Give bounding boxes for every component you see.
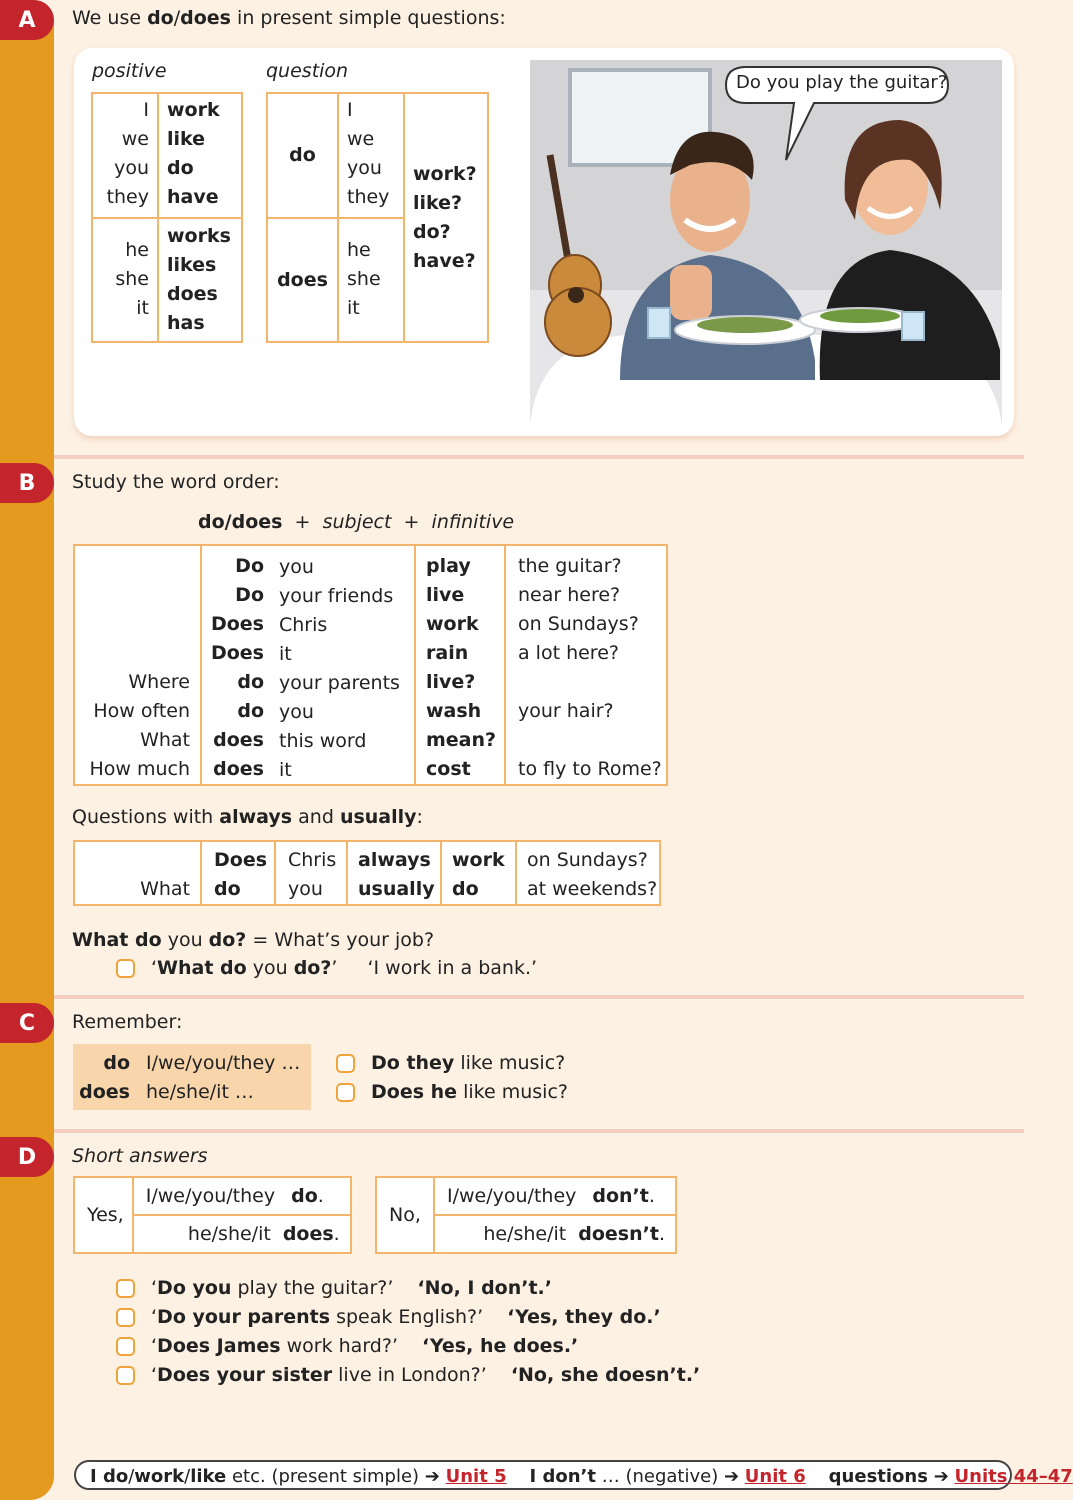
rest: the guitar? xyxy=(518,555,622,577)
question-bold: Does your sister xyxy=(157,1364,333,1386)
section-a-intro xyxy=(72,7,506,29)
answer: ‘No, she doesn’t.’ xyxy=(510,1364,701,1386)
aux: do xyxy=(237,671,264,693)
pronoun: we xyxy=(121,128,149,150)
bullet-icon xyxy=(336,1054,355,1073)
pronoun: I xyxy=(347,99,353,121)
verb-list xyxy=(159,219,241,338)
wh-word: How often xyxy=(93,700,190,722)
intro-do: do xyxy=(147,7,174,29)
subject-column xyxy=(276,842,346,904)
example xyxy=(336,1049,568,1078)
aux: does xyxy=(213,758,264,780)
quote: ’ xyxy=(331,957,338,979)
aux: does xyxy=(282,1222,334,1245)
job-q-bold: do? xyxy=(208,929,247,951)
word-order-formula xyxy=(198,511,514,533)
wh-word xyxy=(83,610,190,639)
subject: it xyxy=(279,643,292,665)
remember-subjects xyxy=(146,1049,300,1107)
example xyxy=(116,1361,700,1390)
bullet-icon xyxy=(116,1308,135,1327)
answer: ‘Yes, they do.’ xyxy=(507,1306,661,1328)
quote: ‘ xyxy=(151,1277,158,1299)
verb: like? xyxy=(413,191,463,214)
verb: likes xyxy=(167,254,217,276)
aux: Do xyxy=(235,555,264,577)
pronoun: he xyxy=(347,239,371,261)
example-bold: Does he xyxy=(371,1081,458,1103)
wh-word: What xyxy=(140,878,190,900)
subject: Chris xyxy=(279,614,328,636)
rest xyxy=(518,726,666,755)
verb: play xyxy=(426,555,471,577)
question-text: work hard?’ xyxy=(280,1335,398,1357)
subject: it xyxy=(279,759,292,781)
subject: Chris xyxy=(288,849,337,871)
example xyxy=(116,1332,700,1361)
pronoun-list xyxy=(93,219,157,323)
footer-slash: / xyxy=(184,1466,191,1487)
bullet-icon xyxy=(116,1366,135,1385)
footer-bold: questions xyxy=(828,1466,928,1487)
always-usually-intro xyxy=(72,806,423,828)
job-q-bold: What do xyxy=(72,929,162,951)
usually-word: usually xyxy=(339,806,417,828)
verb: does xyxy=(167,283,218,305)
question-bold: Do your parents xyxy=(157,1306,331,1328)
example-text: like music? xyxy=(457,1081,568,1103)
verb-column xyxy=(442,842,515,904)
rest: a lot here? xyxy=(518,642,619,664)
pronoun: she xyxy=(347,268,381,290)
aux: does xyxy=(213,729,264,751)
job-q-text: = What’s your job? xyxy=(246,929,435,951)
pronoun: we xyxy=(347,128,375,150)
short-answer xyxy=(435,1220,675,1249)
full-stop: . xyxy=(333,1222,340,1245)
short-answer-yes-table xyxy=(73,1176,352,1254)
quote: ‘ xyxy=(151,1335,158,1357)
aux: Does xyxy=(210,613,264,635)
verb: work xyxy=(167,99,220,121)
aux: does xyxy=(79,1081,130,1103)
formula-subject: subject xyxy=(322,511,392,533)
positive-table xyxy=(91,92,243,343)
wh-word xyxy=(83,581,190,610)
answer: ‘No, I don’t.’ xyxy=(417,1277,552,1299)
subject: I/we/you/they xyxy=(145,1184,276,1207)
adverb: usually xyxy=(358,878,435,900)
quote: ‘ xyxy=(151,1306,158,1328)
aux: doesn’t xyxy=(578,1222,659,1245)
section-tab-a: A xyxy=(0,0,54,40)
verb: like xyxy=(167,128,206,150)
arrow-icon: ➔ xyxy=(723,1466,740,1487)
arrow-icon: ➔ xyxy=(424,1466,440,1487)
subject: your friends xyxy=(279,585,394,607)
formula-aux: do/does xyxy=(198,511,283,533)
example-answer: ‘I work in a bank.’ xyxy=(367,957,538,979)
always-usually-table xyxy=(73,840,661,906)
yes-word: Yes, xyxy=(87,1203,124,1226)
example-text: like music? xyxy=(454,1052,566,1074)
pronoun-list xyxy=(93,94,157,212)
aux: do xyxy=(291,1184,318,1207)
divider-cd xyxy=(54,1129,1024,1133)
job-question xyxy=(72,929,434,951)
short-answer xyxy=(435,1182,675,1211)
rest-column xyxy=(506,546,666,784)
short-answer xyxy=(134,1220,350,1249)
pronoun: I xyxy=(143,99,149,121)
aux: do xyxy=(237,700,264,722)
rest-column xyxy=(517,842,659,904)
section-tab-c: C xyxy=(0,1003,54,1043)
question-aux: do xyxy=(289,144,316,166)
section-tab-d: D xyxy=(0,1137,54,1177)
verb: do? xyxy=(413,220,451,243)
short-answer-examples xyxy=(116,1274,700,1390)
pronoun: they xyxy=(347,186,390,208)
question-text: live in London?’ xyxy=(332,1364,487,1386)
subject: he/she/it xyxy=(483,1222,567,1245)
example-bold: What do xyxy=(157,957,247,979)
adverb-column xyxy=(348,842,440,904)
footer-slash: / xyxy=(128,1466,135,1487)
subject: you xyxy=(279,701,314,723)
verb: works xyxy=(167,225,231,247)
pronoun: it xyxy=(136,297,149,319)
verb: wash xyxy=(426,700,482,722)
aux: don’t xyxy=(592,1184,649,1207)
wh-word xyxy=(83,639,190,668)
question-text: play the guitar?’ xyxy=(231,1277,394,1299)
pronoun: it xyxy=(347,297,360,319)
rest: to fly to Rome? xyxy=(518,758,662,780)
full-stop: . xyxy=(317,1184,324,1207)
intro-does: does xyxy=(180,7,231,29)
quote: ‘ xyxy=(151,1364,158,1386)
section-tab-b: B xyxy=(0,463,54,503)
verb: do xyxy=(167,157,194,179)
units-44-47-link[interactable]: Units 44–47 xyxy=(954,1466,1073,1487)
footer-text: … (negative) xyxy=(596,1466,724,1487)
short-answer xyxy=(134,1182,350,1211)
bullet-icon xyxy=(336,1083,355,1102)
wh-column xyxy=(75,842,200,904)
section-d-intro: Short answers xyxy=(72,1145,208,1167)
unit-5-link[interactable]: Unit 5 xyxy=(445,1466,507,1487)
bullet-icon xyxy=(116,1337,135,1356)
aux-column xyxy=(202,842,274,904)
formula-plus: + xyxy=(294,511,311,533)
question-bold: Does James xyxy=(157,1335,281,1357)
intro-slash: / xyxy=(173,7,181,29)
pronoun-list xyxy=(339,94,403,212)
short-answer-no-table xyxy=(375,1176,677,1254)
verb: live? xyxy=(426,671,476,693)
verb: rain xyxy=(426,642,469,664)
rest: your hair? xyxy=(518,700,614,722)
rest: at weekends? xyxy=(527,878,658,900)
section-b-intro: Study the word order: xyxy=(72,471,280,493)
remember-aux xyxy=(78,1049,130,1107)
verb: has xyxy=(167,312,205,334)
rest xyxy=(518,668,666,697)
subject-column xyxy=(279,553,400,785)
verb-column xyxy=(416,546,504,784)
example-bold: Do they xyxy=(371,1052,455,1074)
pronoun: they xyxy=(106,186,149,208)
subject: I/we/you/they xyxy=(447,1184,577,1207)
footer-bold: I don’t xyxy=(529,1466,596,1487)
aux: do xyxy=(214,878,241,900)
subject: he/she/it xyxy=(187,1222,271,1245)
speech-bubble-text: Do you play the guitar? xyxy=(736,72,948,93)
pronoun: you xyxy=(347,157,382,179)
wh-word: How much xyxy=(89,758,190,780)
question-aux: does xyxy=(277,268,328,291)
example-bold: do? xyxy=(293,957,332,979)
aux: Does xyxy=(210,642,264,664)
question-table xyxy=(266,92,489,343)
pronoun: you xyxy=(114,157,149,179)
subject: I/we/you/they … xyxy=(146,1052,301,1074)
sidebar-strip xyxy=(0,0,54,1500)
full-stop: . xyxy=(658,1222,665,1245)
subject: you xyxy=(288,878,323,900)
always-word: always xyxy=(219,806,293,828)
subject: your parents xyxy=(279,672,400,694)
verb: mean? xyxy=(426,729,497,751)
verb: work? xyxy=(413,162,477,185)
wh-word: What xyxy=(140,729,190,751)
positive-label: positive xyxy=(92,60,167,82)
verb: work xyxy=(426,613,479,635)
bullet-icon xyxy=(116,1279,135,1298)
pronoun: he xyxy=(125,239,149,261)
verb: do xyxy=(452,878,479,900)
wh-word xyxy=(83,552,190,581)
rest: on Sundays? xyxy=(527,849,648,871)
wh-word xyxy=(83,846,190,875)
example-text: you xyxy=(246,957,294,979)
arrow-icon: ➔ xyxy=(933,1466,949,1487)
pronoun: she xyxy=(115,268,149,290)
rest: on Sundays? xyxy=(518,613,639,635)
divider-ab xyxy=(54,455,1024,459)
quote: ‘ xyxy=(151,957,158,979)
verb: work xyxy=(452,849,505,871)
formula-plus: + xyxy=(403,511,420,533)
example xyxy=(336,1078,568,1107)
subject: this word xyxy=(279,730,367,752)
adverb: always xyxy=(358,849,431,871)
unit-6-link[interactable]: Unit 6 xyxy=(744,1466,806,1487)
intro-text: We use xyxy=(72,7,148,29)
verb: have? xyxy=(413,249,476,272)
cross-reference-bar xyxy=(74,1460,1073,1490)
subject: he/she/it … xyxy=(146,1081,254,1103)
job-q-text: you xyxy=(161,929,209,951)
example xyxy=(116,1303,700,1332)
remember-examples xyxy=(336,1049,568,1107)
full-stop: . xyxy=(648,1184,655,1207)
footer-bold: I do xyxy=(90,1466,129,1487)
question-bold: Do you xyxy=(157,1277,232,1299)
formula-infinitive: infinitive xyxy=(431,511,515,533)
aux: Do xyxy=(235,584,264,606)
footer-bold: like xyxy=(190,1466,227,1487)
job-example xyxy=(116,957,537,979)
aux: Does xyxy=(214,849,268,871)
subject: you xyxy=(279,556,314,578)
question-text: speak English?’ xyxy=(330,1306,484,1328)
intro-text: Questions with xyxy=(72,806,220,828)
wh-word: Where xyxy=(128,671,190,693)
bullet-icon xyxy=(116,959,135,978)
verb-list xyxy=(159,94,241,212)
answer: ‘Yes, he does.’ xyxy=(421,1335,579,1357)
intro-colon: : xyxy=(416,806,423,828)
footer-text: etc. (present simple) xyxy=(226,1466,425,1487)
verb: have xyxy=(167,186,219,208)
wh-column xyxy=(75,546,200,784)
aux: do xyxy=(103,1052,130,1074)
verb: cost xyxy=(426,758,471,780)
rest: near here? xyxy=(518,584,621,606)
question-verb-list xyxy=(405,160,487,276)
divider-bc xyxy=(54,995,1024,999)
example xyxy=(116,1274,700,1303)
pronoun-list xyxy=(339,219,403,323)
footer-bold: work xyxy=(134,1466,185,1487)
intro-and: and xyxy=(292,806,340,828)
verb: live xyxy=(426,584,465,606)
section-c-intro: Remember: xyxy=(72,1011,183,1033)
intro-text-end: in present simple questions: xyxy=(231,7,506,29)
no-word: No, xyxy=(389,1203,421,1226)
question-label: question xyxy=(266,60,349,82)
